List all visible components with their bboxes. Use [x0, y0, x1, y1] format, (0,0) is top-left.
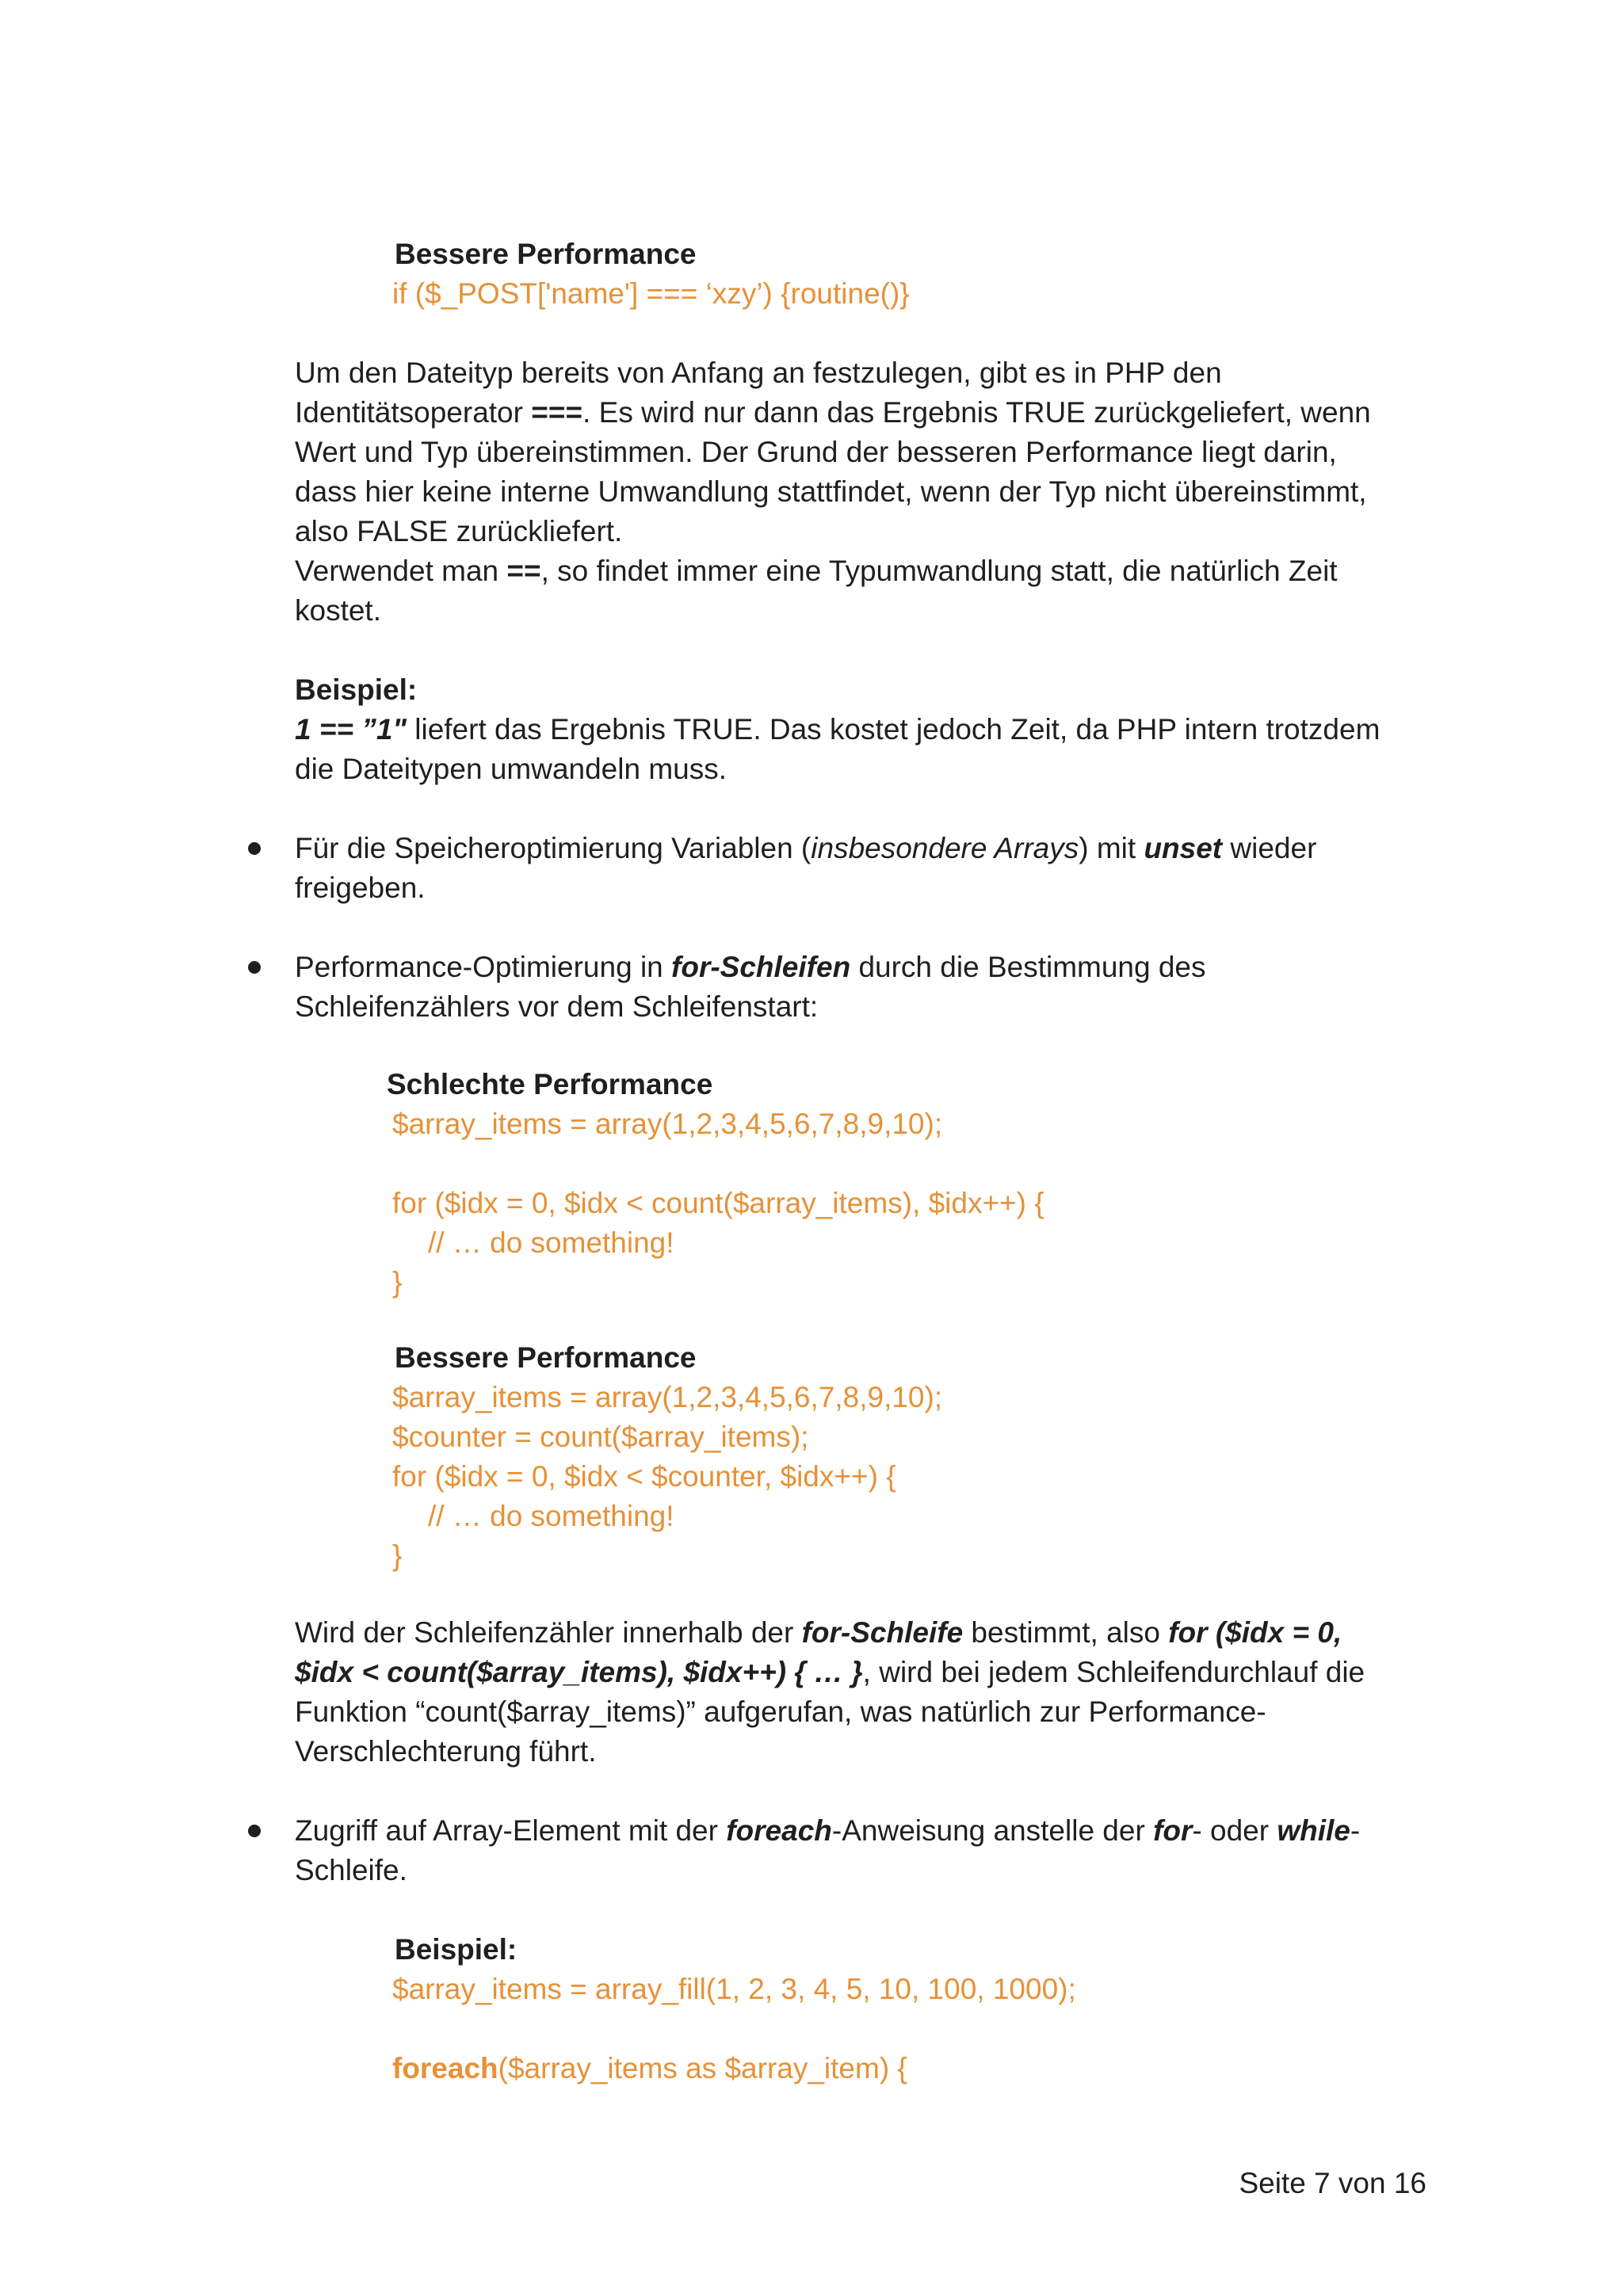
code-line: $array_items = array_fill(1, 2, 3, 4, 5, 10, 100, 1000);: [392, 1973, 1076, 2005]
code-line: foreach($array_items as $array_item) {: [392, 2052, 907, 2084]
code-line: }: [392, 1539, 403, 1572]
bullet-icon: [248, 842, 261, 855]
code-line: for ($idx = 0, $idx < count($array_items), $idx++) {: [392, 1187, 1044, 1219]
bullet-icon: [248, 961, 261, 974]
paragraph-line: 1 == ”1" liefert das Ergebnis TRUE. Das kostet jedoch Zeit, da PHP intern trotzdem: [295, 713, 1381, 746]
paragraph-line: Um den Dateityp bereits von Anfang an festzulegen, gibt es in PHP den: [295, 357, 1222, 389]
paragraph-line: die Dateitypen umwandeln muss.: [295, 753, 727, 785]
list-item: Performance-Optimierung in for-Schleifen durch die Bestimmung des: [295, 951, 1206, 983]
code-line: // … do something!: [428, 1226, 674, 1259]
page-number: Seite 7 von 16: [1239, 2167, 1426, 2199]
bullet-icon: [248, 1825, 261, 1837]
section-heading: Bessere Performance: [395, 1341, 697, 1374]
paragraph-line: $idx < count($array_items), $idx++) { … }, wird bei jedem Schleifendurchlauf die: [295, 1656, 1365, 1688]
code-line: // … do something!: [428, 1500, 674, 1532]
paragraph-line: kostet.: [295, 594, 381, 627]
paragraph-line: Wird der Schleifenzähler innerhalb der for-Schleife bestimmt, also for ($idx = 0,: [295, 1616, 1342, 1649]
example-heading: Beispiel:: [395, 1933, 517, 1966]
paragraph-line: Funktion “count($array_items)” aufgerufan, was natürlich zur Performance-: [295, 1695, 1266, 1728]
code-line: if ($_POST['name'] === ‘xzy’) {routine()}: [392, 277, 910, 310]
list-item-line: Schleifenzählers vor dem Schleifenstart:: [295, 990, 819, 1023]
list-item-line: freigeben.: [295, 871, 426, 904]
paragraph-line: Identitätsoperator ===. Es wird nur dann das Ergebnis TRUE zurückgeliefert, wenn: [295, 396, 1371, 429]
paragraph-line: Verschlechterung führt.: [295, 1735, 597, 1768]
paragraph-line: dass hier keine interne Umwandlung stattfindet, wenn der Typ nicht übereinstimmt,: [295, 475, 1367, 508]
list-item: Für die Speicheroptimierung Variablen (insbesondere Arrays) mit unset wieder: [295, 832, 1317, 864]
code-line: $counter = count($array_items);: [392, 1421, 809, 1453]
example-heading: Beispiel:: [295, 673, 418, 706]
section-heading: Bessere Performance: [395, 238, 697, 270]
list-item-line: Schleife.: [295, 1854, 407, 1886]
paragraph-line: Wert und Typ übereinstimmen. Der Grund der besseren Performance liegt darin,: [295, 436, 1337, 468]
code-line: }: [392, 1266, 403, 1299]
code-line: for ($idx = 0, $idx < $counter, $idx++) {: [392, 1460, 896, 1493]
code-line: $array_items = array(1,2,3,4,5,6,7,8,9,10);: [392, 1381, 943, 1413]
paragraph-line: Verwendet man ==, so findet immer eine Typumwandlung statt, die natürlich Zeit: [295, 555, 1338, 587]
code-line: $array_items = array(1,2,3,4,5,6,7,8,9,10);: [392, 1108, 943, 1140]
section-heading: Schlechte Performance: [387, 1068, 713, 1100]
paragraph-line: also FALSE zurückliefert.: [295, 515, 623, 547]
list-item: Zugriff auf Array-Element mit der foreach-Anweisung anstelle der for- oder while-: [295, 1814, 1361, 1847]
